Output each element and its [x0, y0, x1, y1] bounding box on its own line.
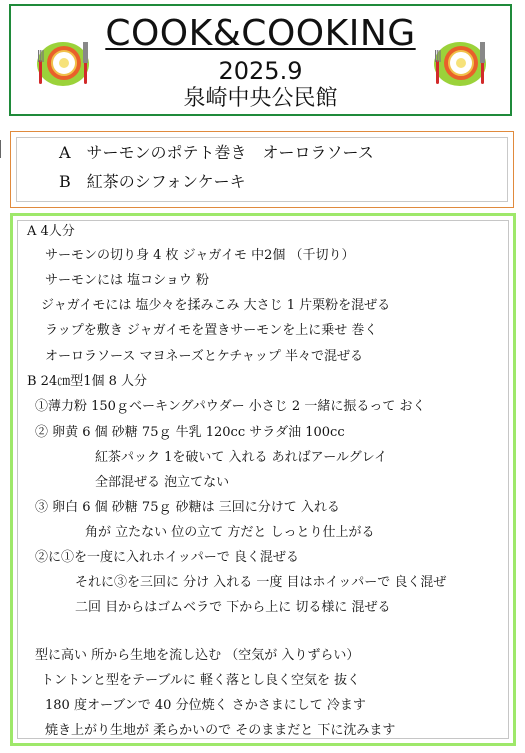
recipe-line: 二回 目からはゴムベラで 下から上に 切る様に 混ぜる [75, 600, 391, 615]
recipe-line: ①薄力粉 150ｇベーキングパウダー 小さじ 2 一緒に振るって おく [35, 399, 426, 414]
recipe-line: ②に①を一度に入れホイッパーで 良く混ぜる [35, 550, 299, 565]
recipe-line: 焼き上がり生地が 柔らかいので そのままだと 下に沈みます [45, 723, 396, 738]
recipe-line: 全部混ぜる 泡立てない [95, 475, 230, 490]
margin-mark [0, 140, 4, 158]
recipe-line: 180 度オーブンで 40 分位焼く さかさまにして 冷ます [45, 698, 366, 713]
recipe-box [10, 213, 516, 746]
menu-item-a: A サーモンのポテト巻き オーロラソース [59, 143, 374, 162]
recipe-line: サーモンの切り身 4 枚 ジャガイモ 中2個 （千切り） [45, 248, 355, 263]
menu-box [10, 131, 514, 208]
recipe-line: オーロラソース マヨネーズとケチャップ 半々で混ぜる [45, 349, 364, 364]
menu-item-b: B 紅茶のシフォンケーキ [59, 172, 246, 191]
recipe-line: サーモンには 塩コショウ 粉 [45, 273, 210, 288]
recipe-line: 角が 立たない 位の立て 方だと しっとり仕上がる [85, 525, 375, 540]
recipe-line: ジャガイモには 塩少々を揉みこみ 大さじ 1 片栗粉を混ぜる [41, 298, 391, 313]
header-box [9, 4, 512, 116]
recipe-line: ③ 卵白 6 個 砂糖 75ｇ 砂糖は 三回に分けて 入れる [35, 500, 340, 515]
date: 2025.9 [218, 57, 303, 85]
recipe-line: トントンと型をテーブルに 軽く落とし良く空気を 抜く [41, 673, 361, 688]
recipe-line: ラップを敷き ジャガイモを置きサーモンを上に乗せ 巻く [45, 323, 378, 338]
recipe-line: 型に高い 所から生地を流し込む （空気が 入りずらい） [35, 648, 360, 663]
plate-cutlery-icon [430, 32, 488, 90]
recipe-line: ② 卵黄 6 個 砂糖 75ｇ 牛乳 120cc サラダ油 100cc [35, 425, 345, 440]
venue: 泉崎中央公民館 [183, 86, 338, 111]
recipe-line: それに③を三回に 分け 入れる 一度 目はホイッパーで 良く混ぜ [75, 575, 447, 590]
recipe-line: 紅茶パック 1を破いて 入れる あればアールグレイ [95, 450, 388, 465]
title: COOK&COOKING [105, 13, 416, 54]
recipe-line: A 4人分 [27, 224, 75, 239]
recipe-line: B 24㎝型1個 8 人分 [27, 374, 148, 389]
